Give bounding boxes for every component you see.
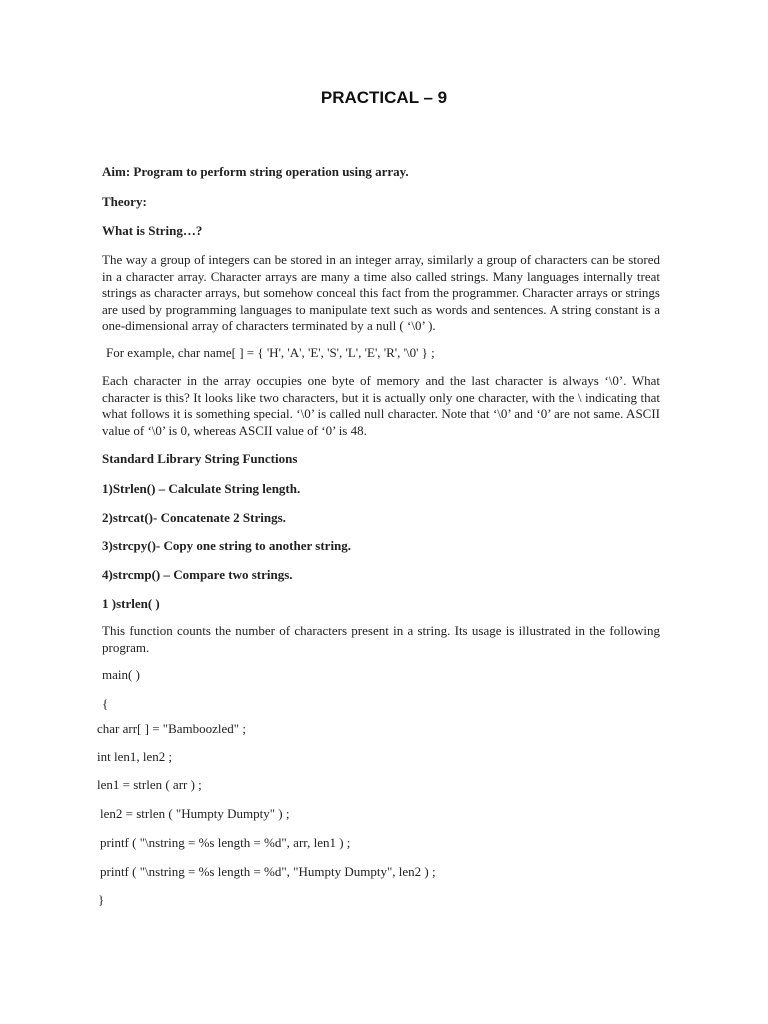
std-library-heading: Standard Library String Functions: [102, 451, 298, 466]
code-line: }: [98, 892, 105, 907]
function-item-strcat: 2)strcat()- Concatenate 2 Strings.: [102, 510, 286, 525]
strlen-description: This function counts the number of characters present in a string. Its usage is illustrated in the following program.: [102, 623, 660, 655]
intro-paragraph: The way a group of integers can be stored in an integer array, similarly a group of characters can be stored in a character array. Character arrays are many a time also called strings. Many languages internally treat strings as character arrays, but somehow conceal this fact from the programmer. Character arrays or strings are used by programming languages to manipulate text such as words and sentences. A string constant is a one-dimensional array of characters terminated by a null ( ‘\0’ ).: [102, 252, 660, 333]
what-is-heading: What is String…?: [102, 223, 203, 238]
code-line: len2 = strlen ( "Humpty Dumpty" ) ;: [100, 806, 290, 821]
function-item-strcpy: 3)strcpy()- Copy one string to another string.: [102, 538, 352, 553]
code-line: {: [102, 696, 109, 711]
code-line: len1 = strlen ( arr ) ;: [97, 777, 202, 792]
function-item-strcmp: 4)strcmp() – Compare two strings.: [102, 567, 293, 582]
example-line: For example, char name[ ] = { 'H', 'A', 'E', 'S', 'L', 'E', 'R', '\0' } ;: [106, 345, 435, 360]
strlen-heading: 1 )strlen( ): [102, 596, 160, 611]
page-title: PRACTICAL – 9: [320, 88, 448, 107]
function-item-strlen: 1)Strlen() – Calculate String length.: [102, 481, 301, 496]
code-line: main( ): [102, 667, 140, 682]
theory-heading: Theory:: [102, 194, 147, 209]
code-line: char arr[ ] = "Bamboozled" ;: [97, 721, 246, 736]
aim-text: Aim: Program to perform string operation using array.: [102, 164, 409, 179]
code-line: printf ( "\nstring = %s length = %d", "Humpty Dumpty", len2 ) ;: [100, 864, 436, 879]
code-line: int len1, len2 ;: [97, 749, 173, 764]
null-char-paragraph: Each character in the array occupies one byte of memory and the last character is always ‘\0’. What character is this? It looks like two characters, but it is actually only one character, with the \ indicating that what follows it is something special. ‘\0’ is called null character. Note that ‘\0’ and ‘0’ are not same. ASCII value of ‘\0’ is 0, whereas ASCII value of ‘0’ is 48.: [102, 373, 660, 438]
code-line: printf ( "\nstring = %s length = %d", arr, len1 ) ;: [100, 835, 351, 850]
